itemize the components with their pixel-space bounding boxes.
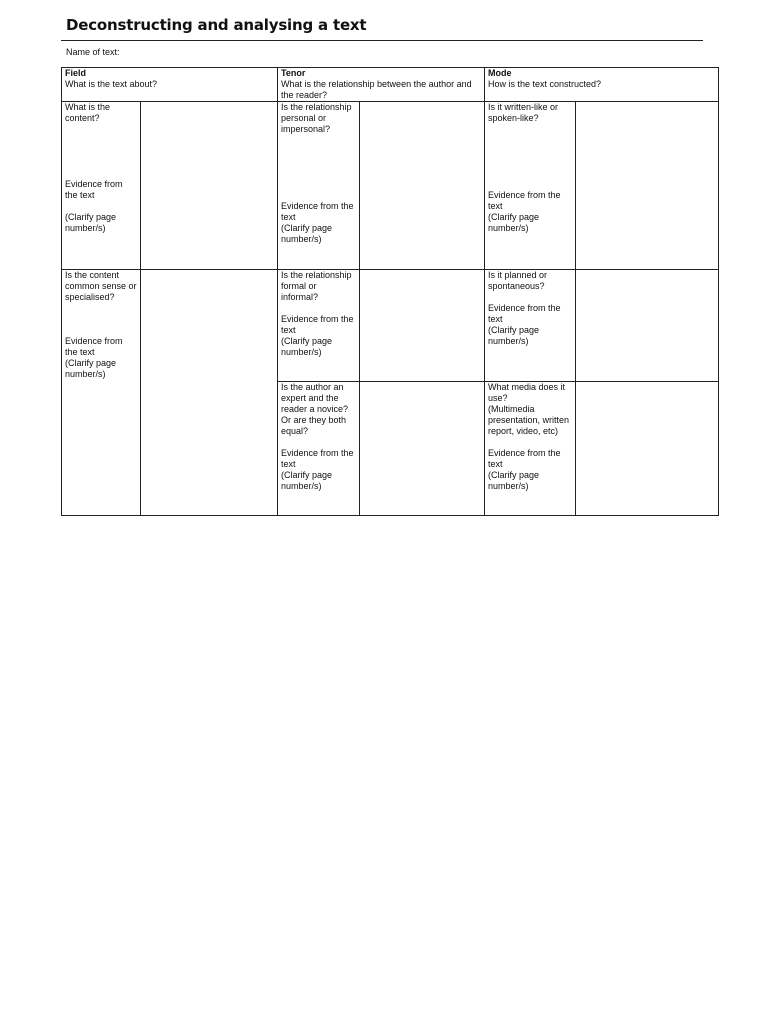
field-header-question: What is the text about? (65, 79, 158, 89)
tenor-question: Is the author an expert and the reader a novice? Or are they both equal? (281, 382, 349, 436)
tenor-evidence-label: Evidence from the text (281, 201, 354, 222)
tenor-answer-cell[interactable] (360, 270, 485, 382)
tenor-prompt-cell (278, 270, 360, 382)
field-answer-cell[interactable] (141, 270, 278, 516)
tenor-evidence-label: Evidence from the text (281, 448, 354, 469)
mode-answer-cell[interactable] (576, 270, 719, 382)
mode-prompt-cell (485, 270, 576, 382)
tenor-question: Is the relationship personal or impersonal? (281, 102, 352, 134)
tenor-clarify-label: (Clarify page number/s) (281, 223, 333, 244)
mode-question: Is it planned or spontaneous? (488, 270, 548, 291)
mode-answer-cell[interactable] (576, 382, 719, 516)
mode-clarify-label: (Clarify page number/s) (488, 470, 540, 491)
table-row (62, 102, 719, 270)
mode-clarify-label: (Clarify page number/s) (488, 212, 540, 233)
tenor-clarify-label: (Clarify page number/s) (281, 336, 333, 357)
tenor-prompt-cell (278, 382, 360, 516)
tenor-prompt-cell (278, 102, 360, 270)
field-clarify-label: (Clarify page number/s) (65, 212, 117, 233)
mode-question: What media does it use? (488, 382, 566, 403)
field-clarify-label: (Clarify page number/s) (65, 358, 117, 379)
mode-question-detail: (Multimedia presentation, written report, video, etc) (488, 404, 570, 436)
field-evidence-label: Evidence from the text (65, 336, 123, 357)
mode-evidence-label: Evidence from the text (488, 190, 561, 211)
field-header-cell (62, 68, 278, 102)
name-of-text-label: Name of text: (66, 47, 120, 57)
mode-header-cell (485, 68, 719, 102)
title-divider (61, 40, 703, 41)
field-answer-cell[interactable] (141, 102, 278, 270)
mode-answer-cell[interactable] (576, 102, 719, 270)
tenor-question: Is the relationship formal or informal? (281, 270, 352, 302)
field-question: Is the content common sense or specialised? (65, 270, 137, 302)
mode-header-question: How is the text constructed? (488, 79, 602, 89)
analysis-table (61, 67, 719, 516)
mode-header-title: Mode (488, 68, 512, 78)
field-header-title: Field (65, 68, 87, 78)
mode-prompt-cell (485, 382, 576, 516)
mode-evidence-label: Evidence from the text (488, 448, 561, 469)
tenor-header-title: Tenor (281, 68, 306, 78)
mode-prompt-cell (485, 102, 576, 270)
page-title: Deconstructing and analysing a text (66, 16, 367, 34)
field-prompt-cell (62, 102, 141, 270)
mode-clarify-label: (Clarify page number/s) (488, 325, 540, 346)
tenor-clarify-label: (Clarify page number/s) (281, 470, 333, 491)
tenor-evidence-label: Evidence from the text (281, 314, 354, 335)
table-row (62, 270, 719, 382)
field-question: What is the content? (65, 102, 111, 123)
mode-question: Is it written-like or spoken-like? (488, 102, 559, 123)
tenor-answer-cell[interactable] (360, 382, 485, 516)
field-evidence-label: Evidence from the text (65, 179, 123, 200)
tenor-answer-cell[interactable] (360, 102, 485, 270)
tenor-header-cell (278, 68, 485, 102)
field-prompt-cell (62, 270, 141, 516)
header-row (62, 68, 719, 102)
tenor-header-question: What is the relationship between the author and the reader? (281, 79, 472, 100)
mode-evidence-label: Evidence from the text (488, 303, 561, 324)
